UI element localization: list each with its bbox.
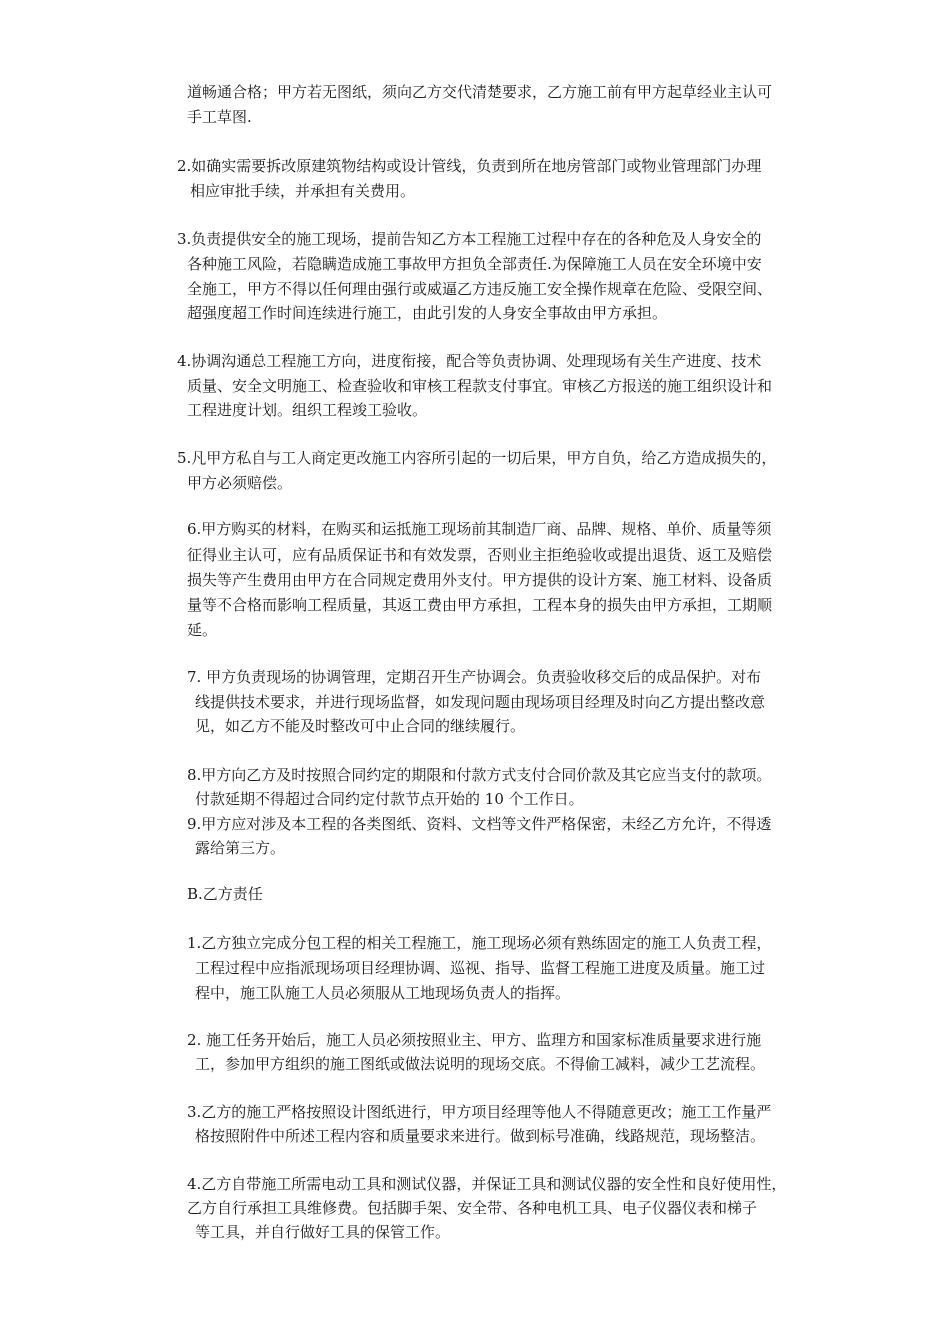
text-line: 量等不合格而影响工程质量，其返工费由甲方承担，工程本身的损失由甲方承担，工期顺 — [187, 596, 773, 614]
text-line: 2.如确实需要拆改原建筑物结构或设计管线，负责到所在地房管部门或物业管理部门办理 — [177, 157, 762, 175]
text-line: 等工具，并自行做好工具的保管工作。 — [195, 1223, 451, 1241]
text-line: 2. 施工任务开始后，施工人员必须按照业主、甲方、监理方和国家标准质量要求进行施 — [187, 1031, 762, 1049]
text-line: 全施工，甲方不得以任何理由强行或威逼乙方违反施工安全操作规章在危险、受限空间、 — [187, 280, 773, 298]
text-line: 露给第三方。 — [195, 839, 286, 857]
text-line: 乙方自行承担工具维修费。包括脚手架、安全带、各种电机工具、电子仪器仪表和梯子 — [187, 1199, 758, 1217]
text-line: 工程进度计划。组织工程竣工验收。 — [187, 401, 428, 419]
text-line: 延。 — [187, 621, 218, 639]
text-line: 9.甲方应对涉及本工程的各类图纸、资料、文档等文件严格保密，未经乙方允许，不得透 — [187, 815, 772, 833]
text-line: 手工草图. — [187, 108, 252, 126]
text-line: 付款延期不得超过合同约定付款节点开始的 10 个工作日。 — [195, 790, 584, 808]
text-line: 超强度超工作时间连续进行施工，由此引发的人身安全事故由甲方承担。 — [187, 304, 668, 322]
text-line: 工程过程中应指派现场项目经理协调、巡视、指导、监督工程施工进度及质量。施工过 — [195, 959, 766, 977]
text-line: 各种施工风险，若隐瞒造成施工事故甲方担负全部责任.为保障施工人员在安全环境中安 — [187, 255, 762, 273]
text-line: 征得业主认可，应有品质保证书和有效发票，否则业主拒绝验收或提出退货、返工及赔偿 — [187, 546, 773, 564]
text-line: 1.乙方独立完成分包工程的相关工程施工，施工现场必须有熟练固定的施工人负责工程， — [187, 934, 772, 952]
text-line: 8.甲方向乙方及时按照合同约定的期限和付款方式支付合同价款及其它应当支付的款项。 — [187, 766, 772, 784]
text-line: 工，参加甲方组织的施工图纸或做法说明的现场交底。不得偷工减料，减少工艺流程。 — [195, 1055, 766, 1073]
text-line: 见，如乙方不能及时整改可中止合同的继续履行。 — [195, 717, 526, 735]
text-line: 6.甲方购买的材料，在购买和运抵施工现场前其制造厂商、品牌、规格、单价、质量等须 — [187, 520, 772, 538]
text-line: 7. 甲方负责现场的协调管理，定期召开生产协调会。负责验收移交后的成品保护。对布 — [187, 668, 762, 686]
text-line: 甲方必须赔偿。 — [187, 474, 293, 492]
text-line: 4.协调沟通总工程施工方向，进度衔接，配合等负责协调、处理现场有关生产进度、技术 — [177, 352, 762, 370]
text-line: 程中，施工队施工人员必须服从工地现场负责人的指挥。 — [195, 984, 571, 1002]
text-line: 相应审批手续，并承担有关费用。 — [190, 182, 416, 200]
text-line: 5.凡甲方私自与工人商定更改施工内容所引起的一切后果，甲方自负，给乙方造成损失的， — [177, 449, 777, 467]
text-line: 3.负责提供安全的施工现场，提前告知乙方本工程施工过程中存在的各种危及人身安全的 — [177, 230, 762, 248]
text-line: 3.乙方的施工严格按照设计图纸进行，甲方项目经理等他人不得随意更改；施工工作量严 — [187, 1103, 772, 1121]
text-line: 道畅通合格；甲方若无图纸，须向乙方交代清楚要求，乙方施工前有甲方起草经业主认可 — [187, 83, 773, 101]
text-line: 损失等产生费用由甲方在合同规定费用外支付。甲方提供的设计方案、施工材料、设备质 — [187, 571, 773, 589]
text-line: 格按照附件中所述工程内容和质量要求来进行。做到标号准确，线路规范，现场整洁。 — [195, 1127, 766, 1145]
text-line: 质量、安全文明施工、检查验收和审核工程款支付事宜。审核乙方报送的施工组织设计和 — [187, 377, 773, 395]
text-line: 4.乙方自带施工所需电动工具和测试仪器，并保证工具和测试仪器的安全性和良好使用性， — [187, 1175, 787, 1193]
section-heading: B.乙方责任 — [187, 885, 263, 903]
text-line: 线提供技术要求，并进行现场监督，如发现问题由现场项目经理及时向乙方提出整改意 — [195, 693, 766, 711]
